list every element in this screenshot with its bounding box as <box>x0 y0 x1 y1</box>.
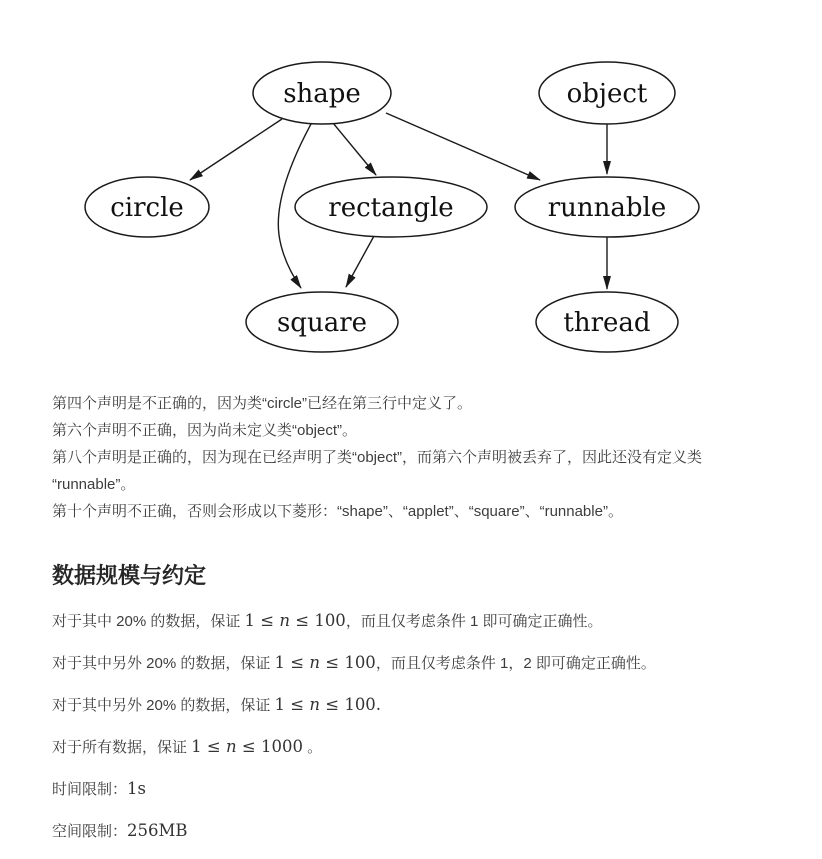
node-square-label: square <box>276 308 368 338</box>
space-limit-value: 256MB <box>127 821 188 840</box>
node-runnable-label: runnable <box>547 193 667 223</box>
math-variable-n: n <box>309 653 320 672</box>
time-limit-line <box>52 775 797 803</box>
node-circle-label: circle <box>110 193 184 223</box>
constraint-text: 对于其中另外 20% 的数据，保证 <box>52 697 275 714</box>
constraint-line <box>52 691 797 719</box>
node-object-label: object <box>566 79 648 109</box>
math-variable-n: n <box>309 695 320 714</box>
constraint-text: ，而且仅考虑条件 1，2 即可确定正确性。 <box>375 655 656 672</box>
math-expression: 1 ≤ <box>274 653 310 672</box>
statement-line: “runnable”。 <box>52 476 136 493</box>
edge-shape-runnable <box>386 113 540 180</box>
graph-svg <box>0 0 822 362</box>
node-rectangle-label: rectangle <box>328 193 454 223</box>
math-expression: ≤ 100 <box>320 653 376 672</box>
math-expression: ≤ 100. <box>320 695 382 714</box>
statement-line: 第十个声明不正确，否则会形成以下菱形：“shape”、“applet”、“square”、“runnable”。 <box>52 503 623 520</box>
constraint-text: 。 <box>302 739 323 756</box>
node-runnable <box>515 177 699 237</box>
constraint-text: 对于其中另外 20% 的数据，保证 <box>52 655 275 672</box>
edge-shape-circle <box>190 119 282 180</box>
node-thread <box>536 292 678 352</box>
math-expression: ≤ 100 <box>290 611 346 630</box>
node-shape-label: shape <box>283 79 361 109</box>
node-thread-label: thread <box>563 308 651 338</box>
constraint-text: 对于其中 20% 的数据，保证 <box>52 613 245 630</box>
constraint-line <box>52 733 797 761</box>
constraint-text: 对于所有数据，保证 <box>52 739 192 756</box>
space-limit-label: 空间限制： <box>52 823 128 840</box>
time-limit-value: 1s <box>127 779 146 798</box>
constraint-line <box>52 607 797 635</box>
edge-shape-rectangle <box>333 123 376 175</box>
constraints-block <box>52 607 797 845</box>
math-variable-n: n <box>279 611 290 630</box>
edge-rectangle-square <box>346 236 374 287</box>
math-variable-n: n <box>226 737 237 756</box>
math-expression: 1 ≤ <box>191 737 226 756</box>
node-circle <box>85 177 209 237</box>
math-expression: ≤ 1000 <box>236 737 303 756</box>
time-limit-label: 时间限制： <box>52 781 128 798</box>
node-shape <box>253 62 391 124</box>
statement-line: 第四个声明是不正确的，因为类“circle”已经在第三行中定义了。 <box>52 395 472 412</box>
node-square <box>246 292 398 352</box>
node-object <box>539 62 675 124</box>
section-heading-data-constraints: 数据规模与约定 <box>52 563 207 588</box>
math-expression: 1 ≤ <box>244 611 280 630</box>
class-inheritance-diagram <box>0 0 822 362</box>
math-expression: 1 ≤ <box>274 695 310 714</box>
statement-line: 第八个声明是正确的，因为现在已经声明了类“object”，而第六个声明被丢弃了，因此还没有定义类 <box>52 449 703 466</box>
statement-explanations <box>52 390 797 525</box>
statement-line: 第六个声明不正确，因为尚未定义类“object”。 <box>52 422 358 439</box>
constraint-text: ，而且仅考虑条件 1 即可确定正确性。 <box>345 613 603 630</box>
node-rectangle <box>295 177 487 237</box>
constraint-line <box>52 649 797 677</box>
